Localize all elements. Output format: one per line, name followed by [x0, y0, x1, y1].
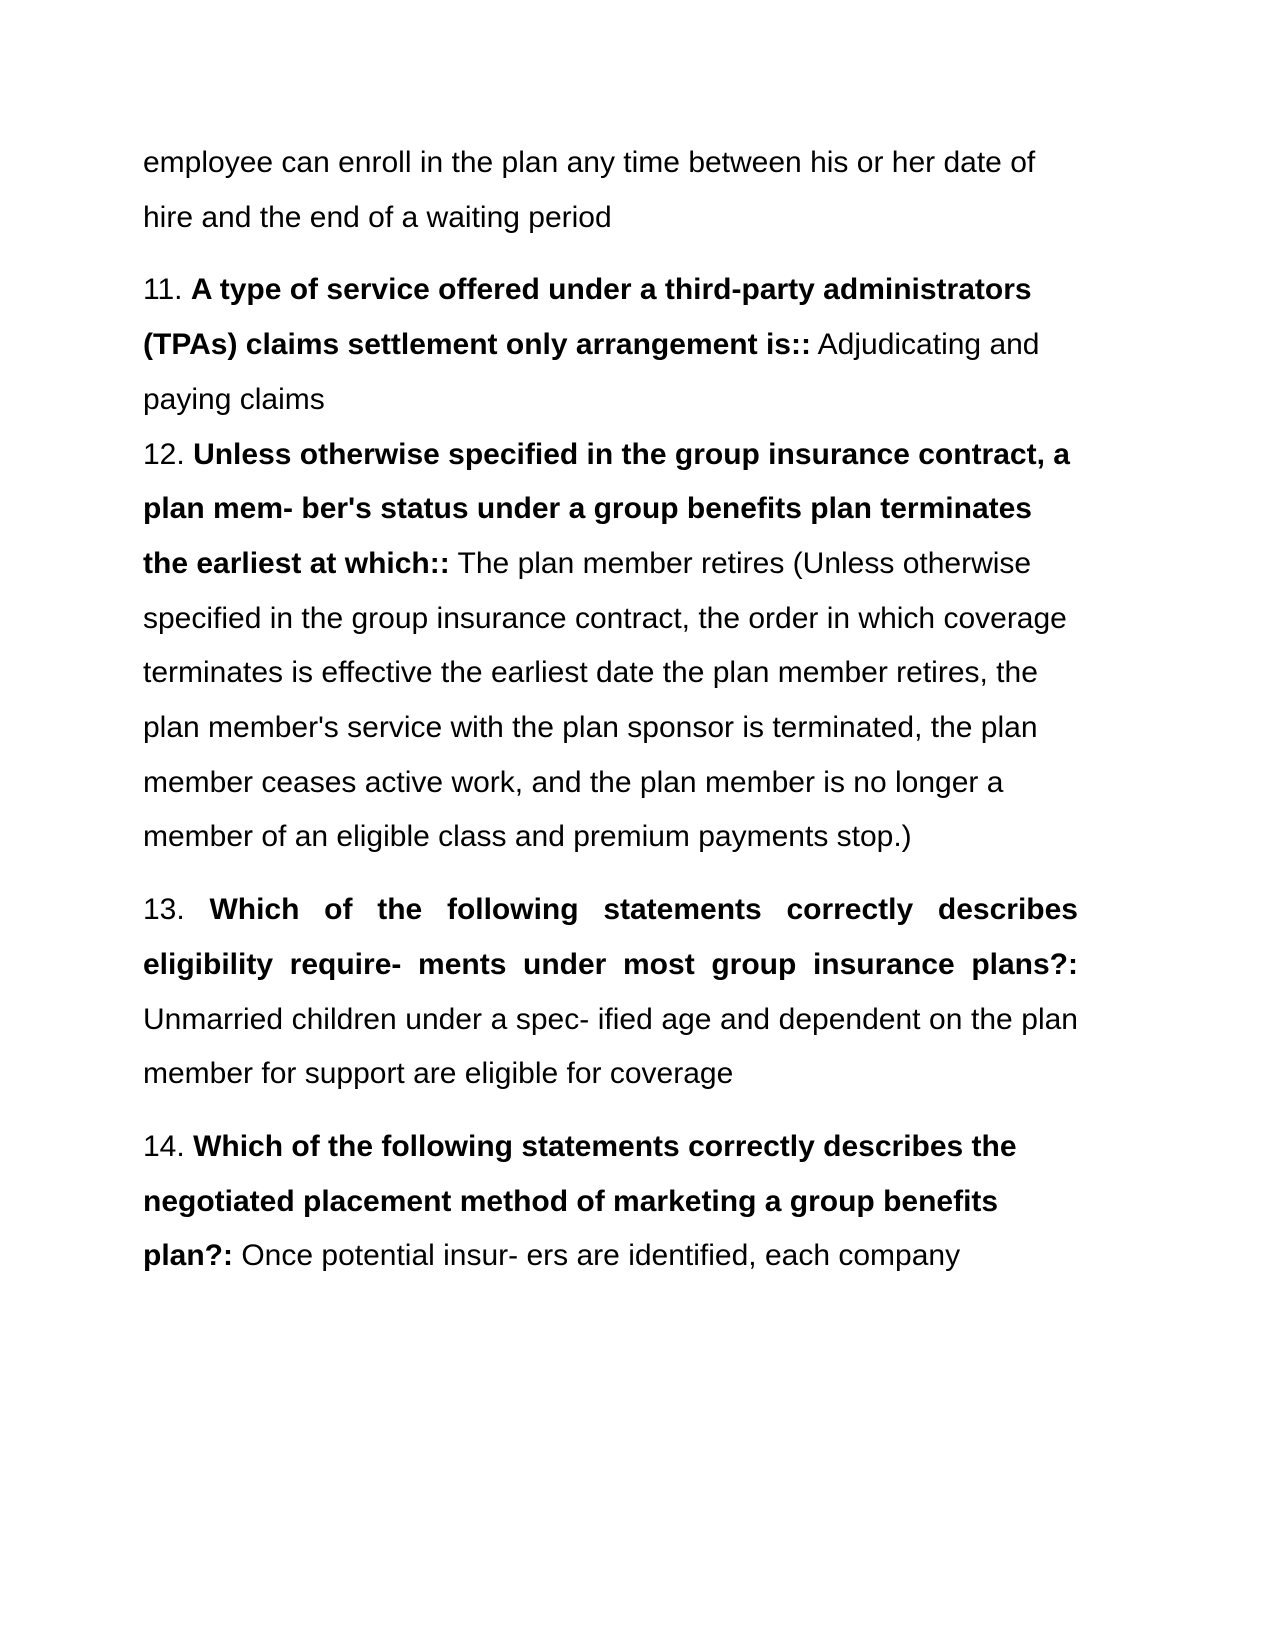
continuation-text — [143, 136, 1078, 245]
question-number: 14. — [143, 1129, 185, 1163]
question-number: 11. — [143, 273, 183, 307]
question-item-12 — [143, 428, 1078, 866]
question-number: 12. — [143, 437, 185, 471]
question-item-14 — [143, 1120, 1078, 1284]
answer-text: The plan member retires (Unless otherwise specified in the group insurance contract, the order in which coverage terminates is effective the earliest date the plan member retires, the plan member's service with the plan sponsor is terminated, the plan member ceases active work, and the plan member is no longer a member of an eligible class and premium payments stop.) — [143, 546, 1067, 854]
answer-text: Adjudicating and paying claims — [143, 328, 1040, 416]
answer-text: Unmarried children under a spec- ified age and dependent on the plan member for support are eligible for coverage — [143, 1002, 1078, 1091]
question-text: Unless otherwise specified in the group insurance contract, a plan mem- ber's status under a group benefits plan terminates the earliest at which:: — [143, 437, 1070, 580]
question-text: Which of the following statements correctly describes eligibility require- ments under most group insurance plans?: — [143, 893, 1078, 981]
question-text: Which of the following statements correctly describes the negotiated placement method of marketing a group benefits plan?: — [143, 1129, 1017, 1273]
continuation-answer: employee can enroll in the plan any time between his or her date of hire and the end of a waiting period — [143, 146, 1036, 234]
question-item-11 — [143, 263, 1078, 427]
question-item-13 — [143, 883, 1078, 1102]
answer-text: Once potential insur- ers are identified, each company — [241, 1239, 961, 1273]
document-page — [143, 136, 1078, 1284]
question-text: A type of service offered under a third-party administrators (TPAs) claims settlement only arrangement is:: — [143, 273, 1032, 362]
question-number: 13. — [143, 893, 185, 927]
